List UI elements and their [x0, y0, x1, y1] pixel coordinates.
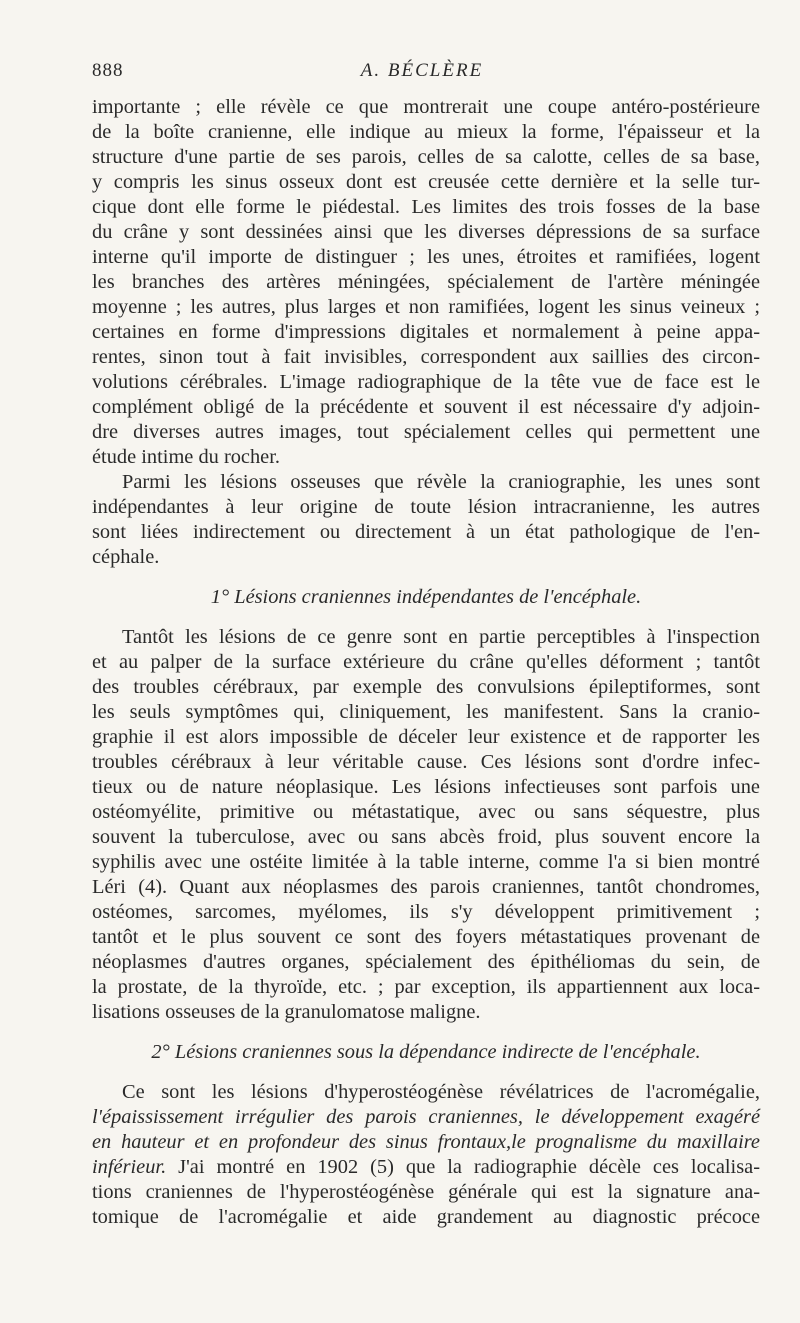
- text-line: Tantôt les lésions de ce genre sont en partie perceptibles à l'inspection: [122, 626, 760, 648]
- text-line: lisations osseuses de la granulomatose maligne.: [92, 1001, 481, 1023]
- text-line: indépendantes à leur origine de toute lésion intracranienne, les autres: [92, 496, 760, 518]
- text-line: l'épaississement irrégulier des parois craniennes, le développement exagéré: [92, 1106, 760, 1128]
- text-line: interne qu'il importe de distinguer ; les unes, étroites et ramifiées, logent: [92, 246, 760, 268]
- paragraph-2: [92, 470, 760, 570]
- text-line: ostéomyélite, primitive ou métastatique, avec ou sans séquestre, plus: [92, 801, 760, 823]
- text-line: syphilis avec une ostéite limitée à la table interne, comme l'a si bien montré: [92, 851, 760, 873]
- text-line: troubles cérébraux à leur véritable cause. Ces lésions sont d'ordre infec-: [92, 751, 760, 773]
- text-line: tantôt et le plus souvent ce sont des foyers métastatiques provenant de: [92, 926, 760, 948]
- text-line: ostéomes, sarcomes, myélomes, ils s'y développent primitivement ;: [92, 901, 760, 923]
- paragraph-1: [92, 95, 760, 470]
- text-line: certaines en forme d'impressions digitales et normalement à peine appa-: [92, 321, 760, 343]
- paragraph-4: [92, 1080, 760, 1230]
- text-line: tomique de l'acromégalie et aide grandement au diagnostic précoce: [92, 1206, 760, 1228]
- text-line: de la boîte cranienne, elle indique au mieux la forme, l'épaisseur et la: [92, 121, 760, 143]
- text-line: complément obligé de la précédente et souvent il est nécessaire d'y adjoin-: [92, 396, 760, 418]
- running-head: A. BÉCLÈRE: [360, 60, 484, 81]
- text-line: tions craniennes de l'hyperostéogénèse générale qui est la signature ana-: [92, 1181, 760, 1203]
- text-line: sont liées indirectement ou directement à un état pathologique de l'en-: [92, 521, 760, 543]
- text-line: importante ; elle révèle ce que montrerait une coupe antéro-postérieure: [92, 96, 760, 118]
- page-number: 888: [92, 60, 124, 81]
- text-line: tieux ou de nature néoplasique. Les lésions infectieuses sont parfois une: [92, 776, 760, 798]
- text-line: cique dont elle forme le piédestal. Les limites des trois fosses de la base: [92, 196, 760, 218]
- text-line: étude intime du rocher.: [92, 446, 280, 468]
- text-line: les branches des artères méningées, spécialement de l'artère méningée: [92, 271, 760, 293]
- text-line: néoplasmes d'autres organes, spécialement des épithéliomas du sein, de: [92, 951, 760, 973]
- text-line: du crâne y sont dessinées ainsi que les diverses dépressions de sa surface: [92, 221, 760, 243]
- italic-phrase: inférieur.: [92, 1156, 167, 1178]
- text-line: dre diverses autres images, tout spécialement celles qui permettent une: [92, 421, 760, 443]
- text-line: des troubles cérébraux, par exemple des convulsions épileptiformes, sont: [92, 676, 760, 698]
- text-line: en hauteur et en profondeur des sinus frontaux,le prognalisme du maxillaire: [92, 1131, 760, 1153]
- text-line: volutions cérébrales. L'image radiographique de la tête vue de face est le: [92, 371, 760, 393]
- text-line: structure d'une partie de ses parois, celles de sa calotte, celles de sa base,: [92, 146, 760, 168]
- text-line: rentes, sinon tout à fait invisibles, correspondent aux saillies des circon-: [92, 346, 760, 368]
- text-line: les seuls symptômes qui, cliniquement, les manifestent. Sans la cranio-: [92, 701, 760, 723]
- text-line: Léri (4). Quant aux néoplasmes des parois craniennes, tantôt chondromes,: [92, 876, 760, 898]
- section-heading-2: 2° Lésions craniennes sous la dépendance indirecte de l'encéphale.: [151, 1041, 701, 1063]
- text-line: Ce sont les lésions d'hyperostéogénèse révélatrices de l'acromégalie,: [122, 1081, 760, 1103]
- body-text: [92, 95, 760, 1230]
- paragraph-3: [92, 625, 760, 1025]
- text-line: la prostate, de la thyroïde, etc. ; par exception, ils appartiennent aux loca-: [92, 976, 760, 998]
- text-line: y compris les sinus osseux dont est creusée cette dernière et la selle tur-: [92, 171, 760, 193]
- text-line: céphale.: [92, 546, 160, 568]
- text-fragment: J'ai montré en 1902 (5) que la radiographie décèle ces localisa-: [166, 1156, 760, 1178]
- text-line: et au palper de la surface extérieure du crâne qu'elles déforment ; tantôt: [92, 651, 760, 673]
- section-heading-1: 1° Lésions craniennes indépendantes de l'encéphale.: [210, 586, 642, 608]
- text-line: moyenne ; les autres, plus larges et non ramifiées, logent les sinus veineux ;: [92, 296, 760, 318]
- text-line: souvent la tuberculose, avec ou sans abcès froid, plus souvent encore la: [92, 826, 760, 848]
- page-header: [92, 54, 752, 84]
- text-line: Parmi les lésions osseuses que révèle la craniographie, les unes sont: [122, 471, 760, 493]
- text-line: graphie il est alors impossible de déceler leur existence et de rapporter les: [92, 726, 760, 748]
- text-line: [92, 1155, 760, 1180]
